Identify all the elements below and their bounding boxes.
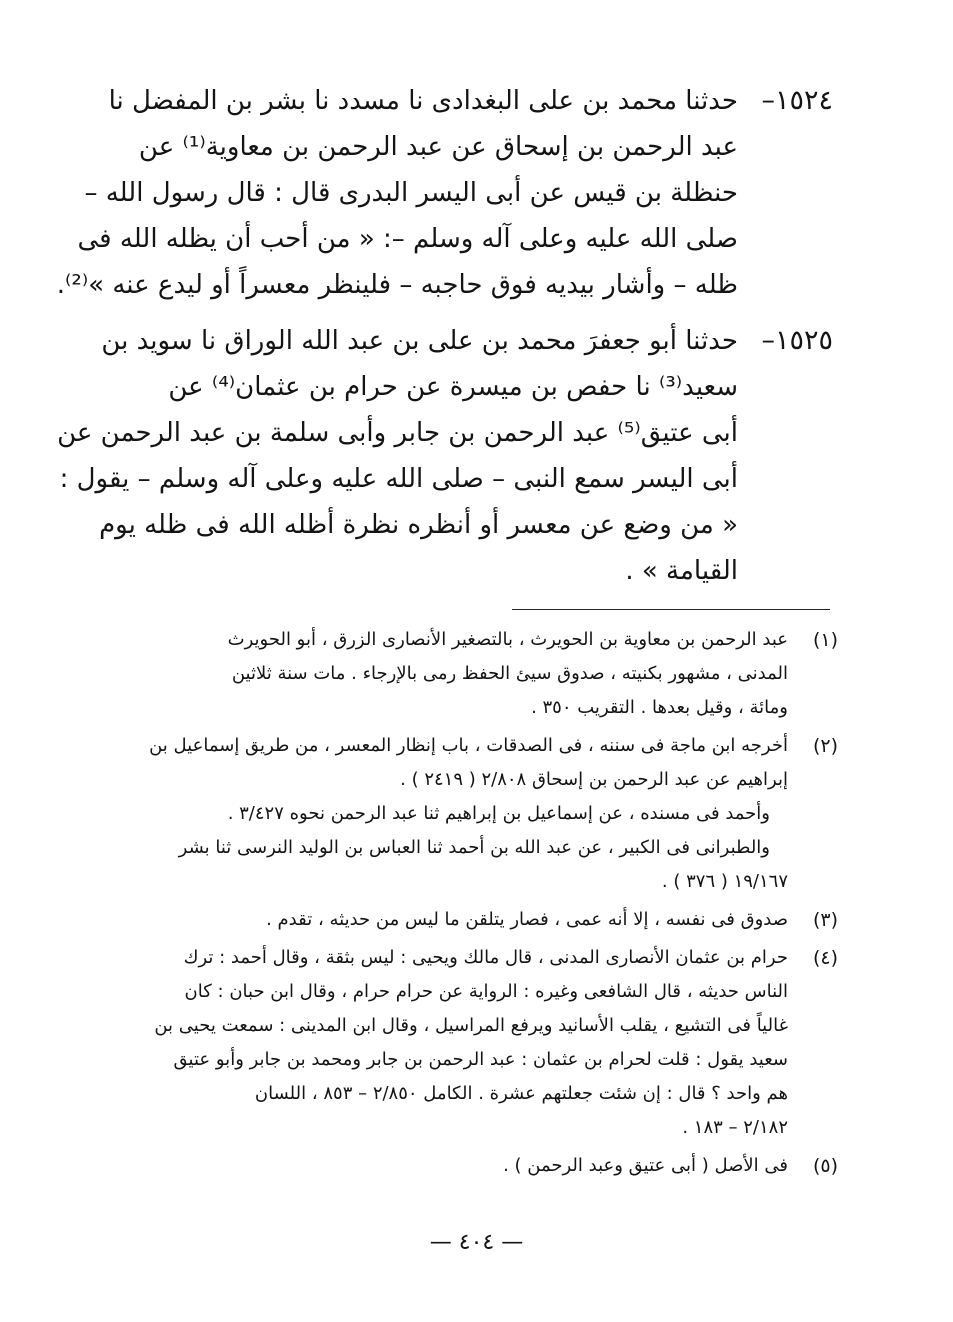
- footnote-line: غالياً فى التشيع ، يقلب الأسانيد ويرفع المراسيل ، وقال ابن المدينى : سمعت يحيى بن: [154, 1015, 788, 1036]
- footnote-2: [128, 729, 838, 899]
- footnote-line: والطبرانى فى الكبير ، عن عبد الله بن أحمد ثنا العباس بن الوليد النرسى ثنا بشر: [178, 837, 770, 858]
- footnote-number: (٢): [812, 735, 838, 757]
- hadith-text-line: « من وضع عن معسر أو أنظره نظرة أظله الله فى ظله يوم: [99, 510, 738, 540]
- footnote-line: صدوق فى نفسه ، إلا أنه عمى ، فصار يتلقن ما ليس من حديثه ، تقدم .: [266, 909, 788, 930]
- footnote-number: (٣): [812, 909, 838, 931]
- hadith-text-line: ظله – وأشار بيديه فوق حاجبه – فلينظر معسراً أو ليدع عنه »⁽²⁾.: [56, 270, 738, 300]
- hadith-1525: [57, 318, 833, 594]
- hadith-text-line: حدثنا محمد بن على البغدادى نا مسدد نا بشر بن المفضل نا: [108, 86, 738, 116]
- hadith-number: ١٥٢٥–: [761, 325, 833, 356]
- footnote-line: فى الأصل ( أبى عتيق وعبد الرحمن ) .: [503, 1155, 788, 1176]
- footnote-line: حرام بن عثمان الأنصارى المدنى ، قال مالك ويحيى : ليس بثقة ، وقال أحمد : ترك: [183, 947, 788, 968]
- hadith-text-line: عبد الرحمن بن إسحاق عن عبد الرحمن بن معاوية⁽¹⁾ عن: [138, 132, 738, 162]
- footnote-number: (٤): [812, 947, 838, 969]
- hadith-text-line: سعيد⁽³⁾ نا حفص بن ميسرة عن حرام بن عثمان⁽⁴⁾ عن: [168, 372, 738, 402]
- footnote-line: الناس حديثه ، قال الشافعى وغيره : الرواية عن حرام حرام ، وقال ابن حبان : كان: [184, 981, 788, 1002]
- footnote-number: (٥): [812, 1155, 838, 1177]
- footnote-line: ومائة ، وقيل بعدها . التقريب ٣٥٠ .: [531, 697, 788, 718]
- hadith-text-line: القيامة » .: [625, 556, 738, 586]
- footnote-line: عبد الرحمن بن معاوية بن الحويرث ، بالتصغير الأنصارى الزرق ، أبو الحويرث: [227, 629, 788, 650]
- footnotes: [128, 623, 838, 1187]
- footnote-separator: [512, 609, 830, 610]
- footnote-3: [128, 903, 838, 937]
- hadith-text-line: أبى عتيق⁽⁵⁾ عبد الرحمن بن جابر وأبى سلمة بن عبد الرحمن عن: [57, 418, 738, 448]
- footnote-line: سعيد يقول : قلت لحرام بن عثمان : عبد الرحمن بن جابر ومحمد بن جابر وأبو عتيق: [173, 1049, 788, 1070]
- hadith-text-line: حدثنا أبو جعفرَ محمد بن على بن عبد الله الوراق نا سويد بن: [101, 326, 738, 356]
- hadith-text-line: صلى الله عليه وعلى آله وسلم –: « من أحب أن يظله الله فى: [77, 224, 738, 254]
- footnote-line: ٢/١٨٢ – ١٨٣ .: [682, 1117, 788, 1138]
- footnote-line: وأحمد فى مسنده ، عن إسماعيل بن إبراهيم ثنا عبد الرحمن نحوه ٣/٤٢٧ .: [227, 803, 770, 824]
- hadith-number: ١٥٢٤–: [761, 85, 833, 116]
- hadith-1524: [56, 78, 833, 308]
- hadith-text-line: أبى اليسر سمع النبى – صلى الله عليه وعلى آله وسلم – يقول :: [59, 464, 738, 494]
- footnote-line: هم واحد ؟ قال : إن شئت جعلتهم عشرة . الكامل ٢/٨٥٠ – ٨٥٣ ، اللسان: [254, 1083, 788, 1104]
- footnote-5: [128, 1149, 838, 1183]
- footnote-1: [128, 623, 838, 725]
- hadith-text-line: حنظلة بن قيس عن أبى اليسر البدرى قال : قال رسول الله –: [84, 178, 738, 208]
- footnote-line: أخرجه ابن ماجة فى سننه ، فى الصدقات ، باب إنظار المعسر ، من طريق إسماعيل بن: [149, 735, 788, 756]
- footnote-number: (١): [812, 629, 838, 651]
- page-number: — ٤٠٤ —: [429, 1230, 524, 1255]
- footnote-4: [128, 941, 838, 1145]
- footnote-line: ١٩/١٦٧ ( ٣٧٦ ) .: [661, 871, 788, 892]
- footnote-line: المدنى ، مشهور بكنيته ، صدوق سيئ الحفظ رمى بالإرجاء . مات سنة ثلاثين: [231, 663, 788, 684]
- footnote-line: إبراهيم عن عبد الرحمن بن إسحاق ٢/٨٠٨ ( ٢٤١٩ ) .: [400, 769, 788, 790]
